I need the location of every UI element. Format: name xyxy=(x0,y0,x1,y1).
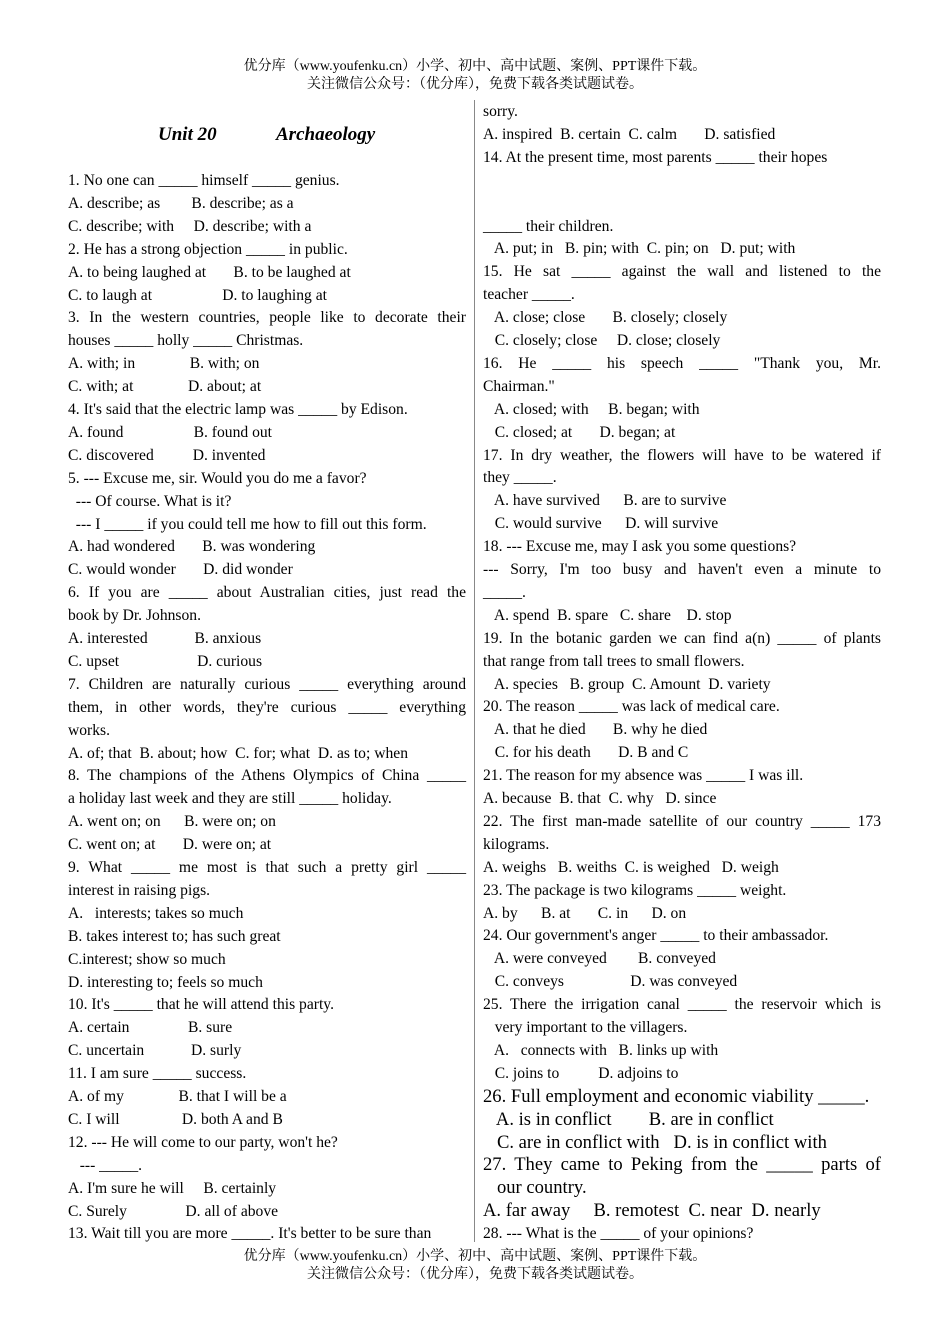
question-line-large: 26. Full employment and economic viability _____. xyxy=(483,1085,870,1107)
question-line: A. of my B. that I will be a xyxy=(68,1088,287,1105)
question-line: 3. In the western countries, people like to decorate their xyxy=(68,309,466,327)
question-line: C. joins to D. adjoins to xyxy=(483,1064,679,1082)
question-line: --- _____. xyxy=(68,1156,143,1174)
question-line: C. went on; at D. were on; at xyxy=(68,836,272,854)
question-line: C. I will D. both A and B xyxy=(68,1110,283,1128)
question-line: A. inspired B. certain C. calm D. satisfied xyxy=(483,125,776,143)
question-line: 18. --- Excuse me, may I ask you some questions? xyxy=(483,538,797,556)
question-line: A. I'm sure he will B. certainly xyxy=(68,1179,277,1197)
question-line: --- Of course. What is it? xyxy=(68,492,232,510)
question-line-large: our country. xyxy=(483,1177,587,1199)
question-line: A. by B. at C. in D. on xyxy=(483,904,687,922)
question-line: 25. There the irrigation canal _____ the reservoir which is xyxy=(483,996,881,1014)
column-divider xyxy=(474,100,475,1242)
question-line: A. because B. that C. why D. since xyxy=(483,790,717,807)
question-line: A. connects with B. links up with xyxy=(483,1041,719,1059)
question-line: C. for his death D. B and C xyxy=(483,744,689,762)
question-line: C. Surely D. all of above xyxy=(68,1202,279,1220)
question-line: 15. He sat _____ against the wall and listened to the xyxy=(483,263,881,281)
question-line: a holiday last week and they are still _____ holiday. xyxy=(68,790,392,808)
question-line: C. upset D. curious xyxy=(68,652,263,670)
question-line: A. had wondered B. was wondering xyxy=(68,538,316,556)
question-line: kilograms. xyxy=(483,835,550,853)
question-line: B. takes interest to; has such great xyxy=(68,927,281,945)
question-line: A. describe; as B. describe; as a xyxy=(68,194,294,212)
question-line: _____. xyxy=(483,583,526,601)
question-line: 7. Children are naturally curious _____ everything around xyxy=(68,675,466,693)
question-line: A. that he died B. why he died xyxy=(483,721,708,739)
question-line: teacher _____. xyxy=(483,286,575,304)
question-line: C. conveys D. was conveyed xyxy=(483,973,738,991)
question-line: houses _____ holly _____ Christmas. xyxy=(68,332,304,350)
question-line: that range from tall trees to small flowers. xyxy=(483,652,745,670)
question-line: 5. --- Excuse me, sir. Would you do me a favor? xyxy=(68,469,367,487)
question-line-large: A. is in conflict B. are in conflict xyxy=(483,1108,774,1130)
question-line: A. species B. group C. Amount D. variety xyxy=(483,675,771,693)
question-line: 17. In dry weather, the flowers will have to be watered if xyxy=(483,446,881,464)
question-line: 21. The reason for my absence was _____ I was ill. xyxy=(483,767,804,785)
question-line: D. interesting to; feels so much xyxy=(68,973,263,991)
question-line: A. to being laughed at B. to be laughed at xyxy=(68,263,351,281)
question-line: C. to laugh at D. to laughing at xyxy=(68,286,328,304)
question-line: A. went on; on B. were on; on xyxy=(68,813,276,831)
question-line: C. discovered D. invented xyxy=(68,446,266,464)
question-line-large: A. far away B. remotest C. near D. nearly xyxy=(483,1200,821,1222)
question-line: interest in raising pigs. xyxy=(68,881,211,899)
question-line: A. of; that B. about; how C. for; what D. as to; when xyxy=(68,744,408,762)
question-line: A. weighs B. weiths C. is weighed D. weigh xyxy=(483,858,779,876)
question-line: A. interested B. anxious xyxy=(68,630,262,647)
question-line: 11. I am sure _____ success. xyxy=(68,1065,247,1083)
unit-topic: Archaeology xyxy=(276,124,376,145)
question-line: A. certain B. sure xyxy=(68,1019,233,1037)
question-line: sorry. xyxy=(483,103,518,120)
page-header xyxy=(0,58,950,94)
question-line: 2. He has a strong objection _____ in public. xyxy=(68,240,348,258)
question-line-large: C. are in conflict with D. is in conflict with xyxy=(483,1131,827,1153)
question-line: _____ their children. xyxy=(483,217,614,235)
question-line: 9. What _____ me most is that such a pretty girl _____ xyxy=(68,859,466,876)
question-line: A. closed; with B. began; with xyxy=(483,400,700,418)
question-line: C. closed; at D. began; at xyxy=(483,423,676,441)
question-line: C.interest; show so much xyxy=(68,950,226,968)
question-line: 12. --- He will come to our party, won't he? xyxy=(68,1133,338,1151)
question-line: 4. It's said that the electric lamp was _____ by Edison. xyxy=(68,401,408,418)
question-line: 22. The first man-made satellite of our country _____ 173 xyxy=(483,812,881,830)
question-line: 16. He _____ his speech _____ "Thank you, Mr. xyxy=(483,354,881,372)
question-line: 28. --- What is the _____ of your opinions? xyxy=(483,1225,754,1243)
question-line: A. were conveyed B. conveyed xyxy=(483,950,716,968)
question-line: very important to the villagers. xyxy=(483,1019,688,1036)
question-line: works. xyxy=(68,721,111,739)
header-line-1: 优分库（www.youfenku.cn）小学、初中、高中试题、案例、PPT课件下载。 xyxy=(243,59,707,74)
question-line: 20. The reason _____ was lack of medical care. xyxy=(483,698,780,716)
question-line: C. would wonder D. did wonder xyxy=(68,561,293,579)
question-line: 24. Our government's anger _____ to their ambassador. xyxy=(483,927,829,945)
question-line: 10. It's _____ that he will attend this party. xyxy=(68,996,334,1014)
question-line: 19. In the botanic garden we can find a(n) _____ of plants xyxy=(483,629,881,647)
question-line: A. close; close B. closely; closely xyxy=(483,309,728,327)
question-line: C. would survive D. will survive xyxy=(483,515,719,533)
question-line: C. uncertain D. surly xyxy=(68,1042,242,1060)
question-line: 8. The champions of the Athens Olympics of China _____ xyxy=(68,767,466,785)
footer-line-1: 优分库（www.youfenku.cn）小学、初中、高中试题、案例、PPT课件下载。 xyxy=(243,1249,707,1264)
question-line: 6. If you are _____ about Australian cities, just read the xyxy=(68,584,466,602)
question-line: 14. At the present time, most parents _____ their hopes xyxy=(483,148,828,166)
question-line: A. with; in B. with; on xyxy=(68,355,260,373)
question-line: them, in other words, they're curious _____ everything xyxy=(68,698,466,716)
question-line: --- Sorry, I'm too busy and haven't even a minute to xyxy=(483,561,881,578)
question-line: Chairman." xyxy=(483,377,555,395)
question-line: A. interests; takes so much xyxy=(68,904,244,922)
question-line: book by Dr. Johnson. xyxy=(68,607,201,625)
header-line-2: 关注微信公众号：（优分库），免费下载各类试题试卷。 xyxy=(307,77,643,92)
question-line: A. found B. found out xyxy=(68,423,273,441)
question-line: C. closely; close D. close; closely xyxy=(483,332,721,349)
question-line: C. with; at D. about; at xyxy=(68,378,262,396)
question-line: 1. No one can _____ himself _____ genius. xyxy=(68,172,340,189)
question-line: --- I _____ if you could tell me how to fill out this form. xyxy=(68,515,427,533)
question-line: 23. The package is two kilograms _____ weight. xyxy=(483,881,787,899)
question-line: A. spend B. spare C. share D. stop xyxy=(483,606,732,624)
question-line: A. have survived B. are to survive xyxy=(483,492,727,510)
question-line: A. put; in B. pin; with C. pin; on D. put; with xyxy=(483,240,796,258)
question-line: C. describe; with D. describe; with a xyxy=(68,217,312,235)
unit-title: Unit 20 xyxy=(158,124,217,145)
question-line: they _____. xyxy=(483,469,557,487)
question-line-large: 27. They came to Peking from the _____ parts of xyxy=(483,1154,881,1176)
footer-line-2: 关注微信公众号：（优分库），免费下载各类试题试卷。 xyxy=(307,1267,643,1282)
page-footer xyxy=(0,1248,950,1284)
question-line: 13. Wait till you are more _____. It's better to be sure than xyxy=(68,1225,432,1243)
